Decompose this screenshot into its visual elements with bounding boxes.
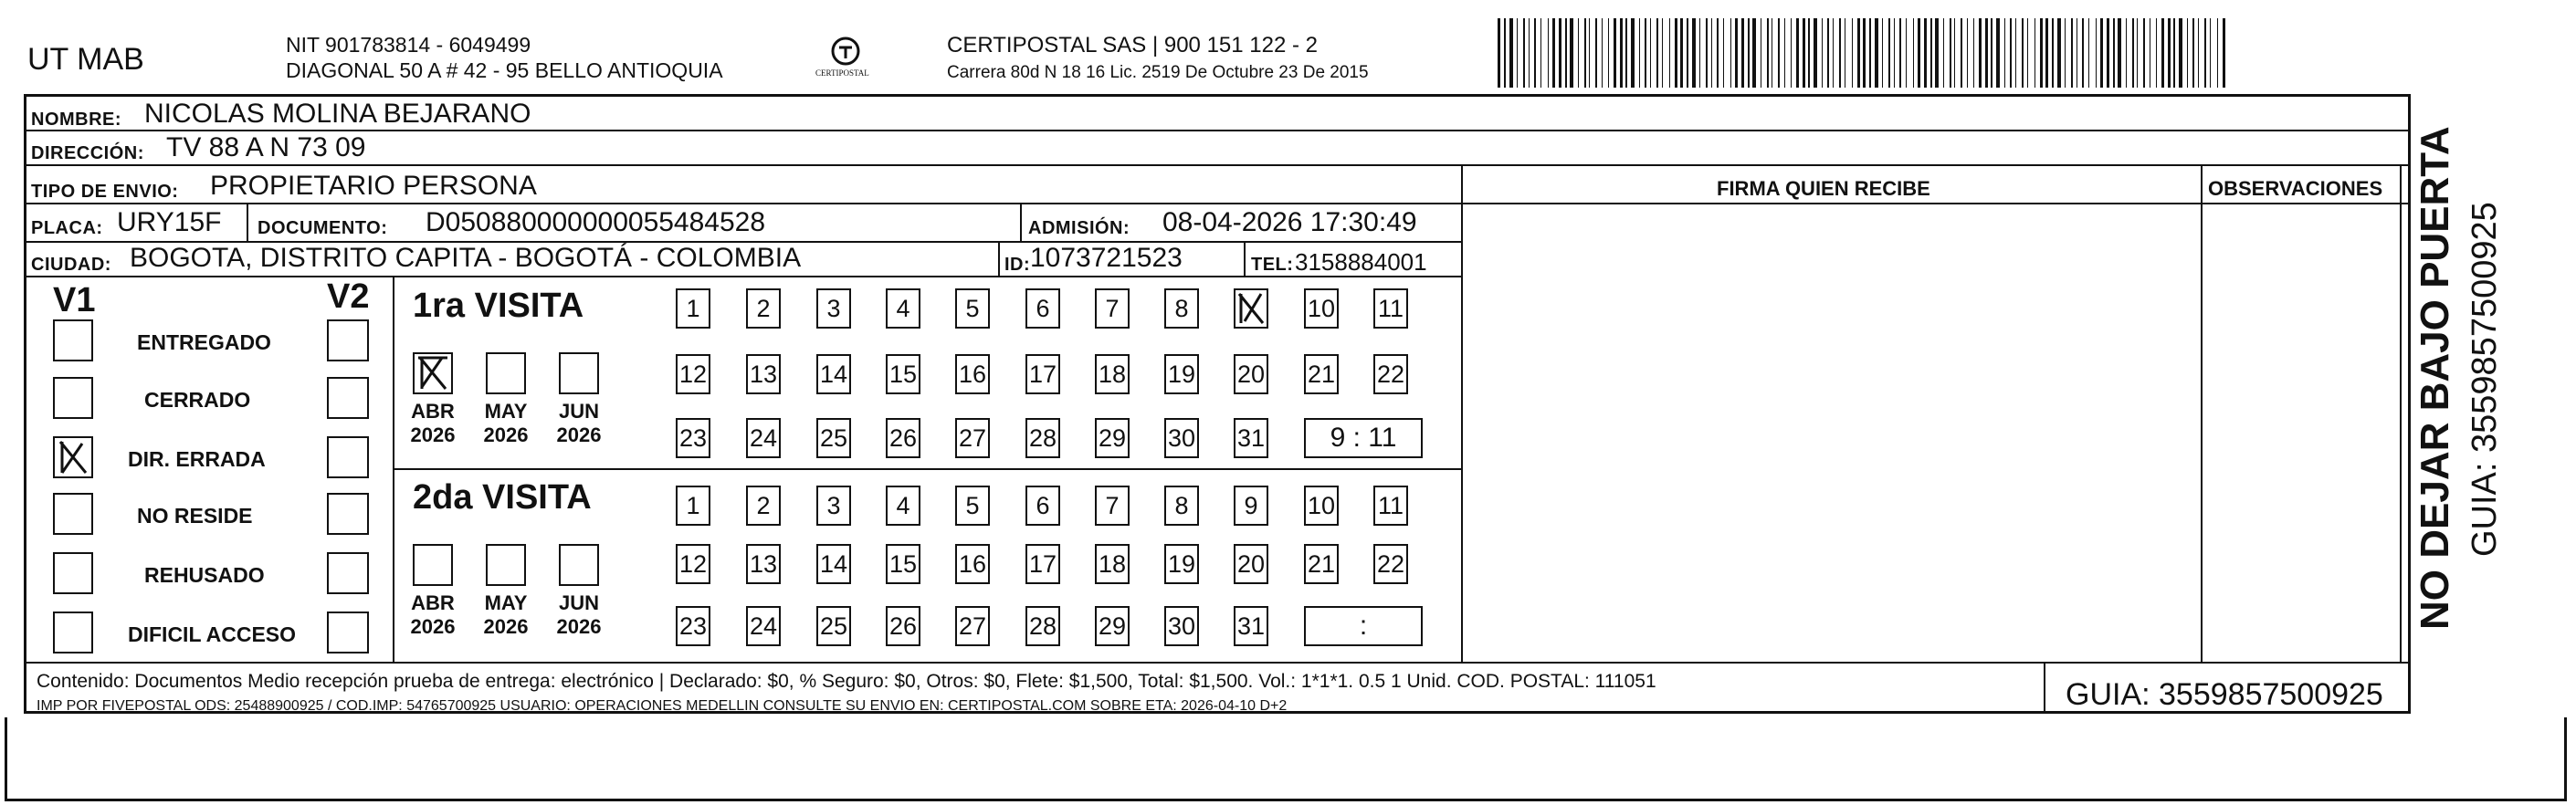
day-box[interactable]: 5 [955,486,990,526]
day-box[interactable]: 28 [1025,418,1060,458]
day-box[interactable]: 4 [886,288,920,329]
ciudad-value: BOGOTA, DISTRITO CAPITA - BOGOTÁ - COLOMBIA [130,243,802,273]
barcode-bar [1894,18,1895,88]
barcode-bar [1680,18,1683,88]
v1-checkbox[interactable] [53,552,93,594]
barcode-bar [2156,18,2157,88]
barcode-bar [2179,18,2182,88]
month-name: JUN [558,591,599,614]
barcode-bar [1814,18,1817,88]
rule [393,468,1461,470]
barcode-bar [1735,18,1738,88]
day-box[interactable]: 10 [1304,288,1339,329]
tipo-envio-label: TIPO DE ENVIO: [31,182,179,202]
barcode-bar [2045,18,2048,88]
day-box[interactable]: 24 [746,606,781,646]
placa-label: PLACA: [31,218,103,238]
day-box[interactable]: 4 [886,486,920,526]
nombre-label: NOMBRE: [31,110,122,130]
barcode-bar [1784,18,1785,88]
status-label: CERRADO [144,388,251,412]
admision-label: ADMISIÓN: [1028,218,1130,238]
month-checkbox[interactable] [413,544,453,586]
day-box[interactable]: 25 [816,418,851,458]
barcode-bar [1717,18,1719,88]
month-name: JUN [558,400,599,423]
barcode-bar [1973,18,1974,88]
month-name: MAY [484,400,528,423]
day-box[interactable]: 7 [1095,486,1130,526]
barcode-bar [1540,18,1541,88]
barcode-bar [1857,18,1860,88]
barcode-bar [1869,18,1871,88]
barcode-bar [1748,18,1750,88]
day-box[interactable]: 6 [1025,288,1060,329]
day-box[interactable]: 8 [1164,288,1199,329]
barcode-bar [1906,18,1907,88]
month-checkbox[interactable] [559,352,599,394]
v1-checkbox[interactable] [53,377,93,419]
v1-checkbox[interactable] [53,493,93,535]
day-box[interactable]: 29 [1095,606,1130,646]
barcode-bar [1796,18,1799,88]
barcode-bar [1875,18,1878,88]
barcode-bar [2004,18,2005,88]
barcode-bar [2071,18,2073,88]
month-name: ABR [411,591,455,614]
barcode-bar [1595,18,1597,88]
day-box[interactable]: 15 [886,354,920,394]
barcode-bar [1523,18,1525,88]
month-label [552,591,606,640]
barcode-bar [1570,18,1573,88]
rule [247,204,248,241]
barcode-bar [2107,18,2109,88]
barcode-bar [1559,18,1561,88]
barcode-bar [1967,18,1968,88]
rule [24,130,2411,131]
barcode-bar [1888,18,1890,88]
day-box[interactable]: 21 [1304,354,1339,394]
day-box[interactable]: 22 [1373,544,1408,584]
day-box[interactable]: 11 [1373,486,1408,526]
day-box[interactable]: 2 [746,288,781,329]
barcode-bar [1589,18,1590,88]
v2-checkbox[interactable] [327,552,369,594]
status-label: NO RESIDE [137,504,253,528]
month-year: 2026 [410,423,456,447]
barcode-bar [2187,18,2188,88]
rule [24,276,1461,277]
month-year: 2026 [410,615,456,639]
barcode-bar [1625,18,1627,88]
barcode-bar [1918,18,1920,88]
day-box[interactable]: 29 [1095,418,1130,458]
rule [2400,166,2402,662]
barcode-bar [1498,18,1500,88]
rule [24,164,2411,166]
day-box[interactable]: 25 [816,606,851,646]
status-label: REHUSADO [144,563,265,587]
month-year: 2026 [483,615,529,639]
barcode-bar [1822,18,1823,88]
direccion-label: DIRECCIÓN: [31,143,144,163]
time-box[interactable]: : [1304,606,1423,646]
tel-label: TEL: [1251,255,1294,275]
day-box[interactable]: 15 [886,544,920,584]
barcode-bar [2204,18,2206,88]
month-year: 2026 [556,615,602,639]
day-box[interactable]: 22 [1373,354,1408,394]
barcode-icon [1498,18,2228,88]
barcode-bar [2088,18,2089,88]
day-box[interactable]: 12 [676,544,710,584]
day-box[interactable]: 1 [676,288,710,329]
barcode-bar [1808,18,1810,88]
barcode-bar [2027,18,2028,88]
barcode-bar [1723,18,1724,88]
logo-text: CERTIPOSTAL [815,68,869,78]
barcode-bar [2173,18,2175,88]
month-name: MAY [484,591,528,614]
first-visit-title: 1ra VISITA [413,287,584,325]
barcode-bar [1827,18,1829,88]
day-box[interactable]: 18 [1095,354,1130,394]
barcode-bar [1620,18,1623,88]
barcode-bar [1517,18,1518,88]
day-box[interactable]: 23 [676,418,710,458]
day-box[interactable]: 23 [676,606,710,646]
day-box[interactable]: 27 [955,606,990,646]
barcode-bar [2022,18,2024,88]
time-box[interactable]: 9 : 11 [1304,418,1423,458]
day-box[interactable]: 1 [676,486,710,526]
month-label [552,400,606,448]
company-nit: NIT 901783814 - 6049499 [286,33,531,57]
month-label [405,591,460,640]
barcode-bar [1687,18,1688,88]
v2-checkbox[interactable] [327,493,369,535]
barcode-bar [1839,18,1841,88]
day-box[interactable]: 24 [746,418,781,458]
rule [393,276,394,662]
barcode-bar [2057,18,2061,88]
barcode-bar [2040,18,2043,88]
barcode-bar [1650,18,1651,88]
footer-imp: IMP POR FIVEPOSTAL ODS: 25488900925 / COD.IMP: 54765700925 USUARIO: OPERACIONES MEDELLIN CONSULTE SU ENVIO EN: CERTIPOSTAL.COM SOBRE ETA: 2026-04-10 D+2 [37,698,1288,714]
month-label [478,400,533,448]
firma-header: FIRMA QUIEN RECIBE [1717,177,1930,200]
day-box[interactable]: 27 [955,418,990,458]
month-checkbox[interactable] [486,544,526,586]
month-checkbox[interactable] [413,352,453,394]
day-box[interactable]: 8 [1164,486,1199,526]
id-label: ID: [1004,255,1031,275]
barcode-bar [1935,18,1939,88]
certipostal-logo [815,33,876,88]
footer-guia: GUIA: 3559857500925 [2066,677,2383,712]
day-box[interactable]: 3 [816,486,851,526]
barcode-bar [1882,18,1883,88]
day-box[interactable]: 12 [676,354,710,394]
day-box[interactable]: 5 [955,288,990,329]
barcode-bar [1711,18,1712,88]
barcode-bar [1614,18,1616,88]
rule [24,662,2411,664]
day-box[interactable]: 20 [1234,354,1268,394]
barcode-bar [1706,18,1708,88]
month-label [478,591,533,640]
day-box[interactable]: 14 [816,354,851,394]
month-label [405,400,460,448]
barcode-bar [1767,18,1769,88]
month-year: 2026 [556,423,602,447]
barcode-bar [1565,18,1567,88]
day-box[interactable]: 11 [1373,288,1408,329]
documento-label: DOCUMENTO: [258,218,388,238]
barcode-bar [2192,18,2194,88]
v1-header: V1 [53,281,96,319]
barcode-bar [2082,18,2084,88]
barcode-bar [1930,18,1932,88]
barcode-bar [1791,18,1792,88]
barcode-bar [1504,18,1506,88]
barcode-bar [2096,18,2097,88]
barcode-bar [1656,18,1658,88]
certipostal-license: Carrera 80d N 18 16 Lic. 2519 De Octubre 23 De 2015 [947,63,1369,82]
v2-checkbox[interactable] [327,377,369,419]
barcode-bar [1534,18,1536,88]
barcode-bar [1752,18,1756,88]
barcode-bar [1631,18,1635,88]
month-name: ABR [411,400,455,423]
v1-checkbox[interactable] [53,436,93,478]
barcode-bar [1675,18,1677,88]
barcode-bar [2198,18,2199,88]
v2-checkbox[interactable] [327,319,369,361]
day-box[interactable]: 21 [1304,544,1339,584]
certipostal-info: CERTIPOSTAL SAS | 900 151 122 - 2 [947,33,1318,58]
v2-header: V2 [327,277,370,316]
barcode-bar [2100,18,2103,88]
barcode-bar [1954,18,1955,88]
direccion-value: TV 88 A N 73 09 [166,132,366,162]
day-box[interactable]: 2 [746,486,781,526]
day-box[interactable]: 6 [1025,486,1060,526]
day-box[interactable]: 7 [1095,288,1130,329]
barcode-bar [2132,18,2134,88]
barcode-bar [1699,18,1700,88]
barcode-bar [1608,18,1609,88]
v1-checkbox[interactable] [53,612,93,653]
barcode-bar [2126,18,2127,88]
status-label: DIFICIL ACCESO [128,622,297,646]
day-box[interactable]: 31 [1234,418,1268,458]
barcode-bar [1639,18,1640,88]
tel-value: 3158884001 [1295,248,1427,276]
month-checkbox[interactable] [486,352,526,394]
day-box[interactable]: 26 [886,606,920,646]
barcode-bar [2015,18,2016,88]
company-name: UT MAB [27,42,144,77]
side-guia: GUIA: 3559857500925 [2466,202,2504,557]
barcode-bar [2168,18,2171,88]
barcode-bar [2118,18,2121,88]
barcode-bar [2113,18,2115,88]
barcode-bar [1778,18,1780,88]
observaciones-header: OBSERVACIONES [2208,177,2383,200]
day-box[interactable]: 28 [1025,606,1060,646]
day-box[interactable]: 14 [816,544,851,584]
day-box[interactable]: 18 [1095,544,1130,584]
barcode-bar [1602,18,1603,88]
barcode-bar [1996,18,2000,88]
placa-value: URY15F [117,207,222,237]
barcode-bar [1548,18,1549,88]
barcode-bar [1529,18,1530,88]
ciudad-label: CIUDAD: [31,255,111,275]
barcode-bar [2065,18,2066,88]
barcode-bar [1961,18,1962,88]
day-box[interactable]: 19 [1164,354,1199,394]
day-box[interactable]: 30 [1164,418,1199,458]
no-dejar-bajo-puerta: NO DEJAR BAJO PUERTA [2413,126,2457,630]
documento-value: D050880000000055484528 [426,207,766,237]
barcode-bar [2223,18,2225,88]
barcode-bar [1979,18,1982,88]
rule [2044,662,2045,714]
barcode-bar [1645,18,1646,88]
barcode-bar [2052,18,2054,88]
bottom-frame [5,717,2567,801]
barcode-bar [1803,18,1805,88]
second-visit-title: 2da VISITA [413,478,592,517]
day-box[interactable]: 31 [1234,606,1268,646]
barcode-bar [1899,18,1901,88]
footer-contenido: Contenido: Documentos Medio recepción prueba de entrega: electrónico | Declarado: $0, % Seguro: $0, Otros: $0, Flete: $1,500, Total: $1,500. Vol.: 1*1*1. 0.5 1 Unid. COD. POSTAL: 111051 [37,671,1656,692]
barcode-bar [1913,18,1914,88]
rule [1244,241,1246,276]
id-value: 1073721523 [1030,243,1183,273]
observaciones-field[interactable] [2203,204,2400,662]
barcode-bar [1863,18,1866,88]
v1-checkbox[interactable] [53,319,93,361]
rule [998,241,1000,276]
firma-field[interactable] [1461,204,2201,662]
nombre-value: NICOLAS MOLINA BEJARANO [144,99,531,129]
rule [1020,204,1022,241]
month-year: 2026 [483,423,529,447]
day-box[interactable]: 13 [746,354,781,394]
day-box[interactable]: 20 [1234,544,1268,584]
barcode-bar [1833,18,1834,88]
barcode-bar [1985,18,1988,88]
barcode-bar [2210,18,2211,88]
company-address: DIAGONAL 50 A # 42 - 95 BELLO ANTIOQUIA [286,58,723,82]
barcode-bar [1924,18,1927,88]
status-label: DIR. ERRADA [128,447,266,471]
barcode-bar [1692,18,1696,88]
day-box[interactable]: 17 [1025,544,1060,584]
barcode-bar [1584,18,1586,88]
barcode-bar [1662,18,1663,88]
day-box[interactable]: 16 [955,544,990,584]
barcode-bar [2161,18,2164,88]
barcode-bar [1669,18,1670,88]
barcode-bar [2143,18,2145,88]
day-box[interactable]: 30 [1164,606,1199,646]
barcode-bar [1578,18,1579,88]
barcode-bar [2217,18,2218,88]
barcode-bar [1741,18,1744,88]
day-box[interactable]: 16 [955,354,990,394]
barcode-bar [1552,18,1555,88]
day-box[interactable]: 13 [746,544,781,584]
day-box[interactable] [1234,288,1268,329]
barcode-bar [1950,18,1951,88]
barcode-bar [1730,18,1731,88]
day-box[interactable]: 17 [1025,354,1060,394]
barcode-bar [2010,18,2012,88]
v2-checkbox[interactable] [327,436,369,478]
barcode-bar [1991,18,1992,88]
admision-value: 08-04-2026 17:30:49 [1162,207,1417,237]
day-box[interactable]: 19 [1164,544,1199,584]
day-box[interactable]: 10 [1304,486,1339,526]
barcode-bar [2137,18,2138,88]
barcode-bar [1943,18,1944,88]
status-label: ENTREGADO [137,330,271,354]
day-box[interactable]: 3 [816,288,851,329]
month-checkbox[interactable] [559,544,599,586]
barcode-bar [1509,18,1513,88]
tipo-envio-value: PROPIETARIO PERSONA [210,171,537,201]
barcode-bar [1852,18,1853,88]
day-box[interactable]: 9 [1234,486,1268,526]
day-box[interactable]: 26 [886,418,920,458]
v2-checkbox[interactable] [327,612,369,653]
